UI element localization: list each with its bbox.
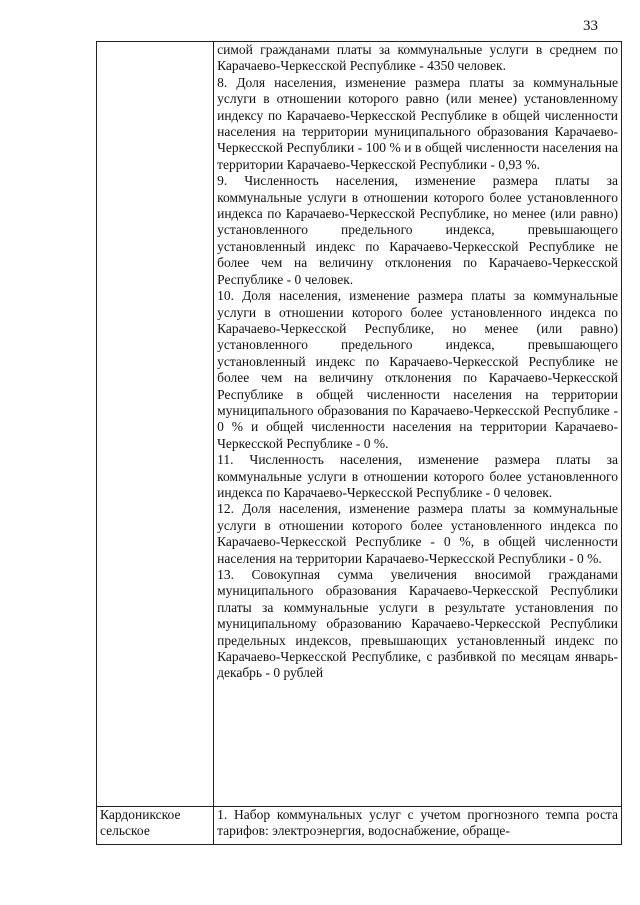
municipality-cell: Кардоникское сельское <box>97 807 214 845</box>
indicator-1: 1. Набор коммунальных услуг с учетом прогнозного темпа роста тарифов: электроэнергия, водоснабжение, обраще- <box>217 807 618 839</box>
indicator-11: 11. Численность населения, изменение размера платы за коммунальные услуги в отношении которого более установленного индекса по Карачаево-Черкесской Республике - 0 человек. <box>217 452 618 500</box>
table-row <box>97 42 622 807</box>
page-number: 33 <box>583 18 598 34</box>
indicators-cell <box>214 807 622 845</box>
indicator-10: 10. Доля населения, изменение размера платы за коммунальные услуги в отношении которого более установленного индекса по Карачаево-Черкесской Республике, но менее (или равно) установленного предельного индекса, превышающего установленный индекс по Карачаево-Черкесской Республике не более чем на величину отклонения по Карачаево-Черкесской Республике в общей численности населения на территории муниципального образования по Карачаево-Черкесской Республике - 0 % и общей численности населения на территории Карачаево-Черкесской Республике - 0 %. <box>217 288 618 451</box>
indicator-8: 8. Доля населения, изменение размера платы за коммунальные услуги в отношении которого равно (или менее) установленному индексу по Карачаево-Черкесской Республике в общей численности населения на территории муниципального образования Карачаево-Черкесской Республики - 100 % и в общей численности населения на территории Карачаево-Черкесской Республики - 0,93 %. <box>217 74 618 172</box>
indicator-9: 9. Численность населения, изменение размера платы за коммунальные услуги в отношении которого более установленного индекса по Карачаево-Черкесской Республике, но менее (или равно) установленного предельного индекса, превышающего установленный индекс по Карачаево-Черкесской Республике не более чем на величину отклонения по Карачаево-Черкесской Республике - 0 человек. <box>217 173 618 287</box>
municipal-indicators-table <box>96 41 622 845</box>
municipality-cell <box>97 42 214 807</box>
table-row <box>97 807 622 845</box>
indicator-13: 13. Совокупная сумма увеличения вносимой гражданами муниципального образования Карачаево-Черкесской Республики платы за коммунальные услуги в результате установления по муниципальному образованию Карачаево-Черкесской Республики предельных индексов, превышающих установленный индекс по Карачаево-Черкесской Республике, с разбивкой по месяцам январь-декабрь - 0 рублей <box>217 567 618 681</box>
indicators-cell <box>214 42 622 807</box>
indicator-12: 12. Доля населения, изменение размера платы за коммунальные услуги в отношении которого более установленного индекса по Карачаево-Черкесской Республике - 0 %, в общей численности населения на территории Карачаево-Черкесской Республики - 0 %. <box>217 501 618 566</box>
indicator-text-continuation: симой гражданами платы за коммунальные услуги в среднем по Карачаево-Черкесской Республике - 4350 человек. <box>217 42 618 74</box>
